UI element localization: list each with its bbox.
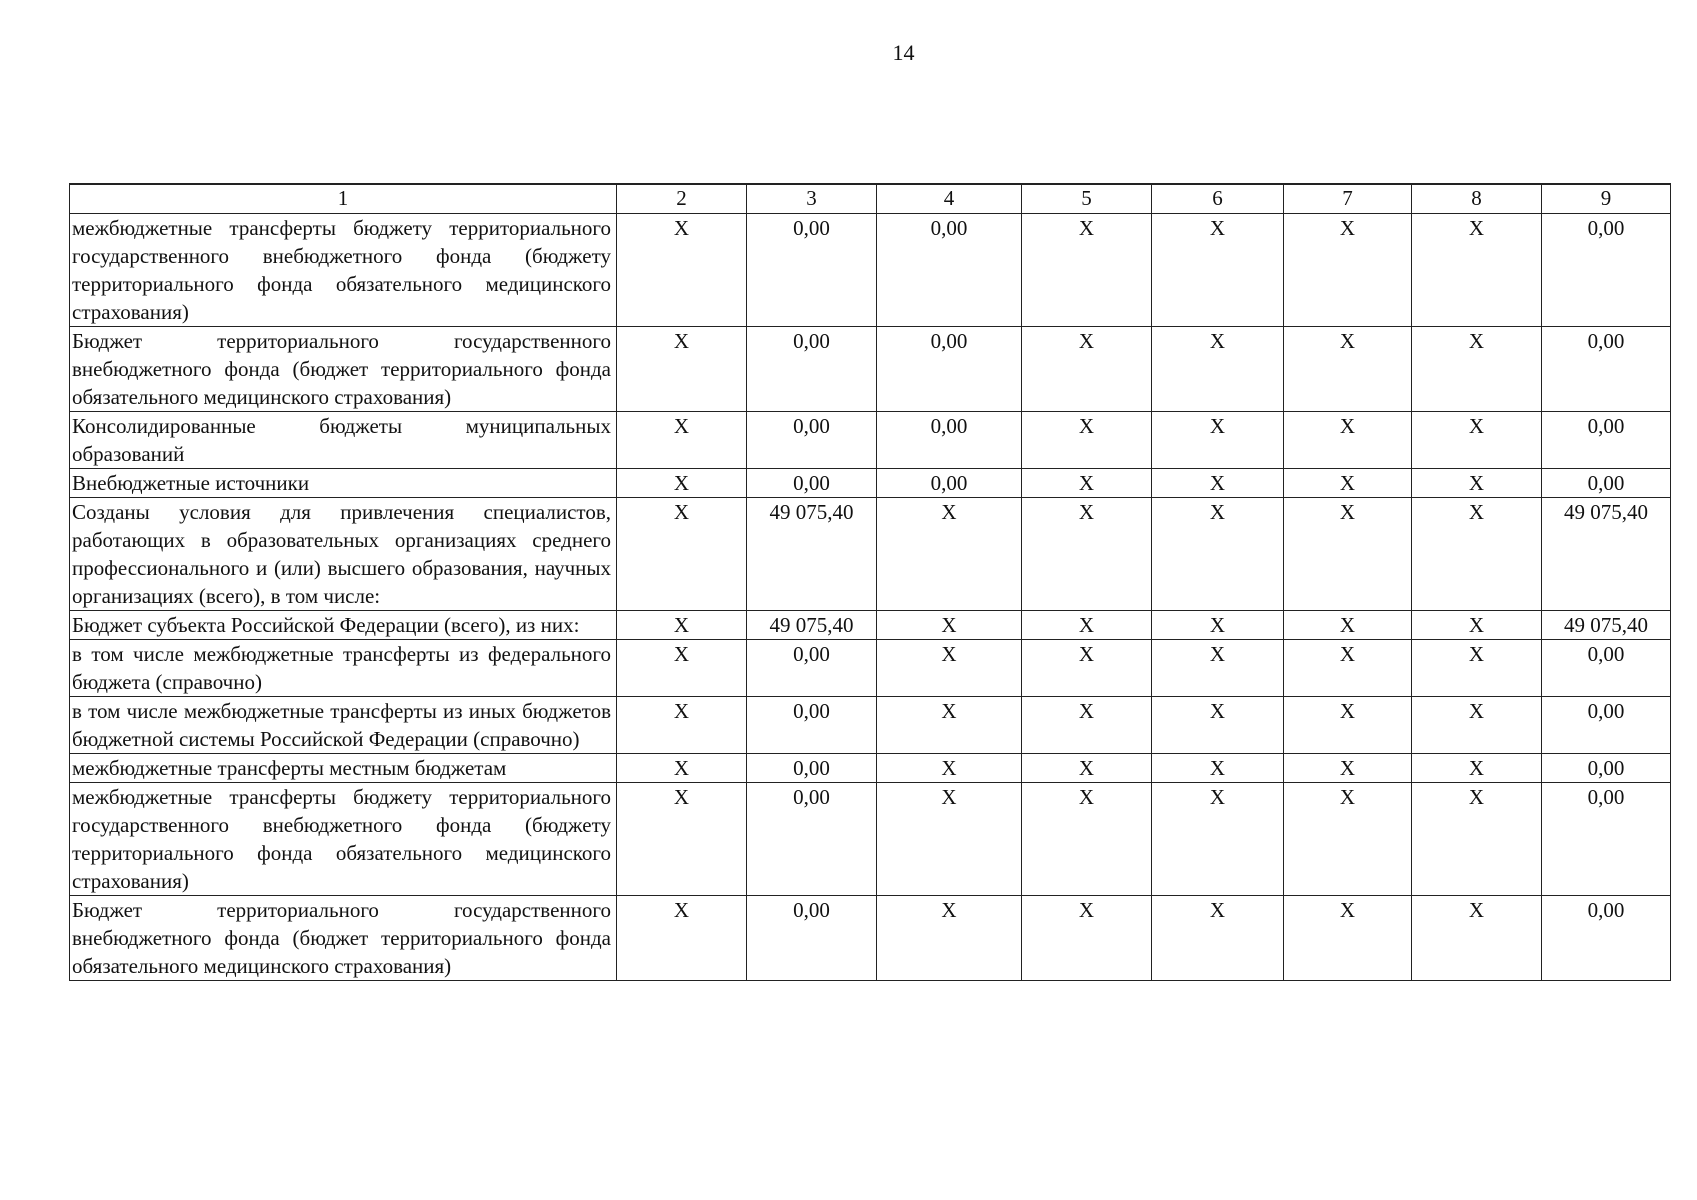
table-row	[70, 611, 1671, 640]
table-row	[70, 896, 1671, 981]
table-cell-col-8: X	[1412, 327, 1542, 412]
table-cell-col-3: 0,00	[747, 896, 877, 981]
table-cell-col-8: X	[1412, 640, 1542, 697]
table-cell-col-2: X	[617, 327, 747, 412]
table-cell-col-2: X	[617, 469, 747, 498]
table-cell-col-9: 0,00	[1542, 412, 1671, 469]
table-cell-col-9: 49 075,40	[1542, 498, 1671, 611]
table-cell-col-3: 0,00	[747, 327, 877, 412]
table-cell-col-4: X	[877, 640, 1022, 697]
column-header-1: 1	[70, 184, 617, 214]
table-cell-col-9: 0,00	[1542, 896, 1671, 981]
table-cell-col-7: X	[1284, 697, 1412, 754]
table-cell-col-7: X	[1284, 412, 1412, 469]
table-cell-col-5: X	[1022, 697, 1152, 754]
table-cell-col-3: 0,00	[747, 214, 877, 327]
table-cell-col-2: X	[617, 611, 747, 640]
table-cell-col-3: 0,00	[747, 754, 877, 783]
table-cell-col-5: X	[1022, 214, 1152, 327]
row-label: межбюджетные трансферты бюджету территориального государственного внебюджетного фонда (бюджету территориального фонда обязательного медицинского страхования)	[70, 783, 617, 896]
table-cell-col-3: 0,00	[747, 783, 877, 896]
table-cell-col-8: X	[1412, 412, 1542, 469]
table-cell-col-9: 0,00	[1542, 327, 1671, 412]
table-cell-col-6: X	[1152, 754, 1284, 783]
table-cell-col-7: X	[1284, 611, 1412, 640]
table-cell-col-2: X	[617, 498, 747, 611]
table-row	[70, 214, 1671, 327]
table-cell-col-4: X	[877, 754, 1022, 783]
table-cell-col-4: X	[877, 896, 1022, 981]
table-cell-col-8: X	[1412, 498, 1542, 611]
table-cell-col-4: X	[877, 611, 1022, 640]
row-label: Бюджет территориального государственного внебюджетного фонда (бюджет территориального фонда обязательного медицинского страхования)	[70, 327, 617, 412]
table-cell-col-6: X	[1152, 896, 1284, 981]
column-header-5: 5	[1022, 184, 1152, 214]
table-row	[70, 783, 1671, 896]
column-header-7: 7	[1284, 184, 1412, 214]
row-label: Созданы условия для привлечения специалистов, работающих в образовательных организациях среднего профессионального и (или) высшего образования, научных организациях (всего), в том числе:	[70, 498, 617, 611]
table-cell-col-9: 0,00	[1542, 214, 1671, 327]
table-cell-col-8: X	[1412, 754, 1542, 783]
table-cell-col-7: X	[1284, 783, 1412, 896]
row-label: межбюджетные трансферты местным бюджетам	[70, 754, 617, 783]
table-cell-col-5: X	[1022, 783, 1152, 896]
table-cell-col-5: X	[1022, 412, 1152, 469]
table-cell-col-5: X	[1022, 611, 1152, 640]
table-cell-col-8: X	[1412, 697, 1542, 754]
table-cell-col-9: 0,00	[1542, 469, 1671, 498]
table-cell-col-6: X	[1152, 498, 1284, 611]
table-row	[70, 640, 1671, 697]
table-cell-col-5: X	[1022, 754, 1152, 783]
row-label: Бюджет территориального государственного внебюджетного фонда (бюджет территориального фонда обязательного медицинского страхования)	[70, 896, 617, 981]
table-cell-col-4: X	[877, 498, 1022, 611]
table-cell-col-3: 49 075,40	[747, 611, 877, 640]
table-cell-col-2: X	[617, 412, 747, 469]
table-cell-col-6: X	[1152, 412, 1284, 469]
table-cell-col-4: 0,00	[877, 469, 1022, 498]
table-cell-col-4: X	[877, 783, 1022, 896]
table-cell-col-5: X	[1022, 327, 1152, 412]
table-row	[70, 469, 1671, 498]
table-cell-col-6: X	[1152, 469, 1284, 498]
column-header-6: 6	[1152, 184, 1284, 214]
row-label: в том числе межбюджетные трансферты из иных бюджетов бюджетной системы Российской Федерации (справочно)	[70, 697, 617, 754]
table-cell-col-8: X	[1412, 214, 1542, 327]
table-cell-col-3: 0,00	[747, 469, 877, 498]
table-cell-col-2: X	[617, 896, 747, 981]
table-body	[70, 214, 1671, 981]
table-cell-col-8: X	[1412, 611, 1542, 640]
table-cell-col-4: X	[877, 697, 1022, 754]
table-row	[70, 498, 1671, 611]
table-row	[70, 754, 1671, 783]
table-row	[70, 697, 1671, 754]
table-cell-col-9: 0,00	[1542, 783, 1671, 896]
row-label: Внебюджетные источники	[70, 469, 617, 498]
header-row	[70, 184, 1671, 214]
table-cell-col-7: X	[1284, 214, 1412, 327]
table-cell-col-6: X	[1152, 697, 1284, 754]
table-header	[70, 184, 1671, 214]
table-cell-col-6: X	[1152, 327, 1284, 412]
table-cell-col-2: X	[617, 783, 747, 896]
table-cell-col-9: 49 075,40	[1542, 611, 1671, 640]
table-cell-col-7: X	[1284, 754, 1412, 783]
table-cell-col-7: X	[1284, 327, 1412, 412]
table-cell-col-9: 0,00	[1542, 640, 1671, 697]
table-cell-col-7: X	[1284, 640, 1412, 697]
table-cell-col-6: X	[1152, 640, 1284, 697]
table-cell-col-8: X	[1412, 783, 1542, 896]
row-label: в том числе межбюджетные трансферты из федерального бюджета (справочно)	[70, 640, 617, 697]
table-cell-col-3: 49 075,40	[747, 498, 877, 611]
column-header-3: 3	[747, 184, 877, 214]
table-cell-col-9: 0,00	[1542, 697, 1671, 754]
table-cell-col-6: X	[1152, 214, 1284, 327]
table-cell-col-5: X	[1022, 896, 1152, 981]
row-label: межбюджетные трансферты бюджету территориального государственного внебюджетного фонда (бюджету территориального фонда обязательного медицинского страхования)	[70, 214, 617, 327]
column-header-4: 4	[877, 184, 1022, 214]
table-cell-col-8: X	[1412, 896, 1542, 981]
table-cell-col-4: 0,00	[877, 327, 1022, 412]
table-cell-col-3: 0,00	[747, 697, 877, 754]
budget-table	[69, 183, 1671, 981]
table-cell-col-3: 0,00	[747, 412, 877, 469]
column-header-2: 2	[617, 184, 747, 214]
table-cell-col-2: X	[617, 640, 747, 697]
column-header-9: 9	[1542, 184, 1671, 214]
table-cell-col-3: 0,00	[747, 640, 877, 697]
table-cell-col-7: X	[1284, 896, 1412, 981]
page-number: 14	[892, 40, 915, 65]
table-row	[70, 327, 1671, 412]
table-cell-col-6: X	[1152, 611, 1284, 640]
table-cell-col-4: 0,00	[877, 412, 1022, 469]
table-cell-col-6: X	[1152, 783, 1284, 896]
column-header-8: 8	[1412, 184, 1542, 214]
table-cell-col-5: X	[1022, 469, 1152, 498]
table-cell-col-7: X	[1284, 469, 1412, 498]
table-cell-col-5: X	[1022, 640, 1152, 697]
row-label: Бюджет субъекта Российской Федерации (всего), из них:	[70, 611, 617, 640]
table-cell-col-5: X	[1022, 498, 1152, 611]
table-cell-col-2: X	[617, 754, 747, 783]
table-cell-col-2: X	[617, 697, 747, 754]
row-label: Консолидированные бюджеты муниципальных образований	[70, 412, 617, 469]
table-cell-col-2: X	[617, 214, 747, 327]
table-row	[70, 412, 1671, 469]
table-cell-col-4: 0,00	[877, 214, 1022, 327]
table-cell-col-7: X	[1284, 498, 1412, 611]
table-cell-col-8: X	[1412, 469, 1542, 498]
table-cell-col-9: 0,00	[1542, 754, 1671, 783]
